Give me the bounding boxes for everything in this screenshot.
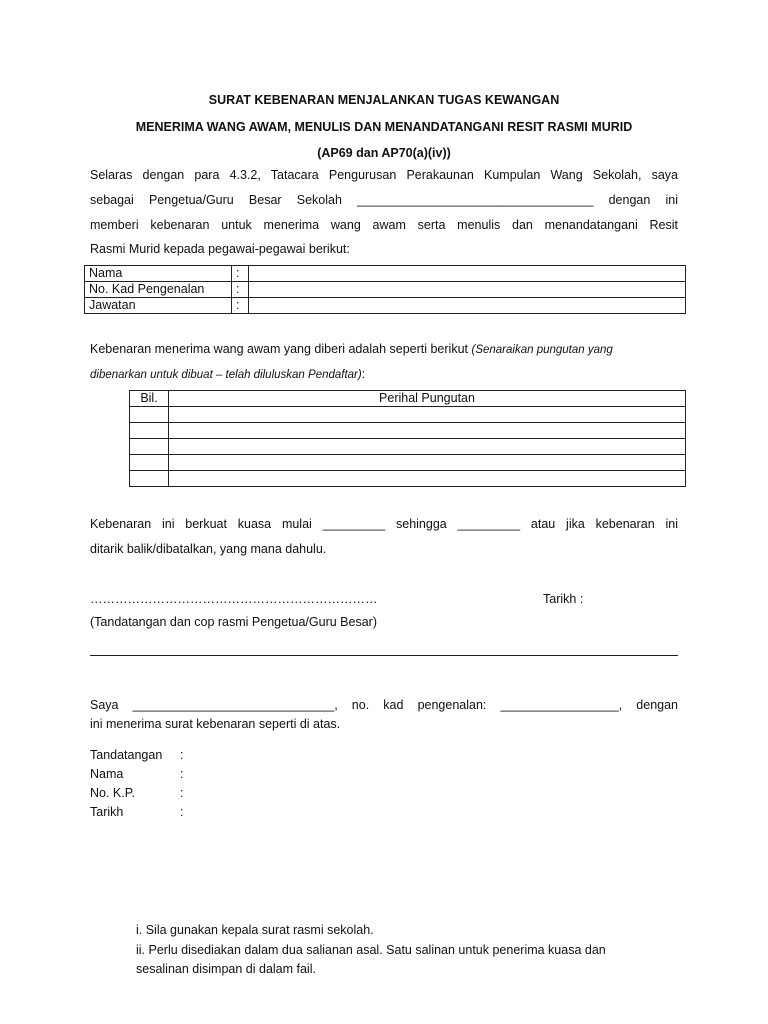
officer-sep: :	[232, 282, 249, 298]
collection-text: Kebenaran menerima wang awam yang diberi adalah seperti berikut	[90, 342, 472, 356]
header-perihal: Perihal Pungutan	[169, 391, 686, 407]
collection-note: (Senaraikan pungutan yang	[471, 344, 613, 356]
perihal-cell[interactable]	[169, 423, 686, 439]
field-sep: :	[180, 767, 184, 781]
bil-cell[interactable]	[130, 407, 169, 423]
header-bil: Bil.	[130, 391, 169, 407]
document-title: SURAT KEBENARAN MENJALANKAN TUGAS KEWANGAN	[208, 93, 560, 107]
perihal-cell[interactable]	[169, 439, 686, 455]
intro-line-4: Rasmi Murid kepada pegawai-pegawai berikut:	[90, 242, 350, 256]
table-row	[130, 455, 686, 471]
field-label-signature: Tandatangan	[90, 748, 163, 762]
officer-label-position: Jawatan	[85, 298, 232, 314]
table-row	[130, 471, 686, 487]
perihal-cell[interactable]	[169, 407, 686, 423]
officer-value-position[interactable]	[249, 298, 686, 314]
intro-line-2: sebagai Pengetua/Guru Besar Sekolah __________________________________ dengan ini	[90, 193, 678, 207]
collection-table	[129, 390, 686, 487]
bil-cell[interactable]	[130, 423, 169, 439]
field-sep: :	[180, 805, 184, 819]
officer-value-ic[interactable]	[249, 282, 686, 298]
bil-cell[interactable]	[130, 455, 169, 471]
collection-note-cont: dibenarkan untuk dibuat – telah diluluskan Pendaftar)	[90, 369, 362, 381]
signature-caption: (Tandatangan dan cop rasmi Pengetua/Guru Besar)	[90, 615, 377, 629]
collection-line-2	[90, 367, 678, 381]
table-row	[130, 407, 686, 423]
table-header-row	[130, 391, 686, 407]
officer-label-ic: No. Kad Pengenalan	[85, 282, 232, 298]
field-label-ic: No. K.P.	[90, 786, 135, 800]
officer-sep: :	[232, 266, 249, 282]
collection-line-1	[90, 342, 678, 356]
table-row	[85, 282, 686, 298]
validity-line-1: Kebenaran ini berkuat kuasa mulai _________ sehingga _________ atau jika kebenaran ini	[90, 517, 678, 531]
bil-cell[interactable]	[130, 471, 169, 487]
note-line-1: i. Sila gunakan kepala surat rasmi sekolah.	[136, 923, 374, 937]
divider-line	[90, 655, 678, 656]
document-reference: (AP69 dan AP70(a)(iv))	[317, 146, 451, 160]
note-line-3: sesalinan disimpan di dalam fail.	[136, 962, 316, 976]
field-sep: :	[180, 748, 184, 762]
officer-label-name: Nama	[85, 266, 232, 282]
field-sep: :	[180, 786, 184, 800]
perihal-cell[interactable]	[169, 455, 686, 471]
perihal-cell[interactable]	[169, 471, 686, 487]
bil-cell[interactable]	[130, 439, 169, 455]
collection-colon: :	[361, 367, 366, 381]
officer-value-name[interactable]	[249, 266, 686, 282]
signature-date-label: Tarikh :	[543, 592, 584, 606]
field-label-date: Tarikh	[90, 805, 124, 819]
acceptance-line-2: ini menerima surat kebenaran seperti di atas.	[90, 717, 341, 731]
validity-line-2: ditarik balik/dibatalkan, yang mana dahulu.	[90, 542, 327, 556]
officer-table	[84, 265, 686, 314]
table-row	[130, 423, 686, 439]
table-row	[130, 439, 686, 455]
signature-dots: ……………………………………………………………	[90, 592, 378, 606]
intro-line-1: Selaras dengan para 4.3.2, Tatacara Pengurusan Perakaunan Kumpulan Wang Sekolah, saya	[90, 168, 678, 182]
field-label-name: Nama	[90, 767, 124, 781]
document-subtitle: MENERIMA WANG AWAM, MENULIS DAN MENANDATANGANI RESIT RASMI MURID	[135, 120, 633, 134]
intro-line-3: memberi kebenaran untuk menerima wang awam serta menulis dan menandatangani Resit	[90, 218, 678, 232]
note-line-2: ii. Perlu disediakan dalam dua salianan asal. Satu salinan untuk penerima kuasa dan	[136, 943, 606, 957]
officer-sep: :	[232, 298, 249, 314]
table-row	[85, 298, 686, 314]
table-row	[85, 266, 686, 282]
acceptance-line-1: Saya _____________________________, no. kad pengenalan: _________________, dengan	[90, 698, 678, 712]
